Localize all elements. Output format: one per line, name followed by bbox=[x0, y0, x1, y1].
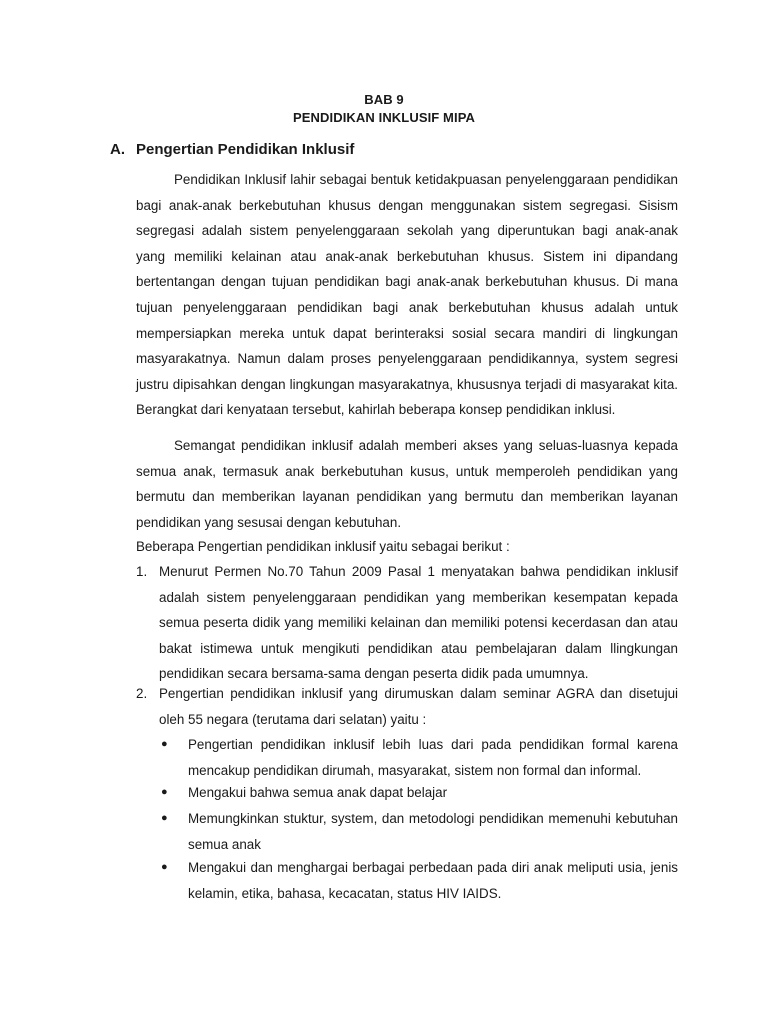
bullet-text: Pengertian pendidikan inklusif lebih luas dari pada pendidikan formal karena mencakup pendidikan dirumah, masyarakat, sistem non formal dan informal. bbox=[188, 737, 678, 778]
bullet-item bbox=[159, 855, 678, 906]
paragraph-block-2 bbox=[136, 433, 678, 535]
numbered-list-item-1 bbox=[136, 559, 678, 687]
bullet-list-item-4 bbox=[159, 855, 678, 906]
section-title: Pengertian Pendidikan Inklusif bbox=[136, 141, 355, 158]
list-item-number: 1. bbox=[136, 564, 148, 579]
bullet-icon: ● bbox=[161, 738, 168, 750]
bullet-list-item-2 bbox=[159, 780, 678, 806]
bullet-text: Memungkinkan stuktur, system, dan metodologi pendidikan memenuhi kebutuhan semua anak bbox=[188, 811, 678, 852]
section-letter: A. bbox=[110, 141, 125, 158]
bullet-icon: ● bbox=[161, 812, 168, 824]
bullet-icon: ● bbox=[161, 861, 168, 873]
bullet-item bbox=[159, 806, 678, 857]
chapter-title: PENDIDIKAN INKLUSIF MIPA bbox=[293, 110, 475, 125]
list-item-text: Pengertian pendidikan inklusif yang dirumuskan dalam seminar AGRA dan disetujui oleh 55 negara (terutama dari selatan) yaitu : bbox=[159, 686, 678, 727]
bullet-text: Mengakui dan menghargai berbagai perbedaan pada diri anak meliputi usia, jenis kelamin, etika, bahasa, kecacatan, status HIV IAIDS. bbox=[188, 860, 678, 901]
list-item bbox=[136, 681, 678, 732]
bullet-list-item-3 bbox=[159, 806, 678, 857]
paragraph-semangat: Semangat pendidikan inklusif adalah memberi akses yang seluas-luasnya kepada semua anak, termasuk anak berkebutuhan kusus, untuk memperoleh pendidikan yang bermutu dan memberikan layanan pendidikan yang bermutu dan memberikan layanan pendidikan yang sesusai dengan kebutuhan. bbox=[136, 438, 678, 530]
paragraph-block-1 bbox=[136, 167, 678, 423]
bullet-icon: ● bbox=[161, 786, 168, 798]
bullet-item bbox=[159, 780, 678, 806]
list-item bbox=[136, 559, 678, 687]
paragraph-list-intro: Beberapa Pengertian pendidikan inklusif yaitu sebagai berikut : bbox=[136, 539, 510, 554]
section-heading bbox=[110, 141, 354, 158]
bullet-list-item-1 bbox=[159, 732, 678, 783]
chapter-number: BAB 9 bbox=[364, 92, 404, 107]
list-item-text: Menurut Permen No.70 Tahun 2009 Pasal 1 menyatakan bahwa pendidikan inklusif adalah sistem penyelenggaraan pendidikan yang memberikan kesempatan kepada semua peserta didik yang memiliki kelainan dan memiliki potensi kecerdasan dan atau bakat istimewa untuk mengikuti pendidikan atau pembelajaran dalam llingkungan pendidikan secara bersama-sama dengan peserta didik pada umumnya. bbox=[159, 564, 678, 682]
paragraph-intro: Pendidikan Inklusif lahir sebagai bentuk ketidakpuasan penyelenggaraan pendidikan bagi anak-anak berkebutuhan khusus dengan menggunakan sistem segregasi. Sisism segregasi adalah sistem penyelenggaraan sekolah yang diperuntukan bagi anak-anak yang memiliki kelainan atau anak-anak berkebutuhan khusus. Sistem ini dipandang bertentangan dengan tujuan pendidikan bagi anak-anak berkebutuhan khusus. Di mana tujuan penyelenggaraan pendidikan bagi anak berkebutuhan khusus adalah untuk mempersiapkan mereka untuk dapat berinteraksi sosial secara mandiri di lingkungan masyarakatnya. Namun dalam proses penyelenggaraan pendidikannya, system segresi justru dipisahkan dengan lingkungan masyarakatnya, khususnya terjadi di masyarakat kita. Berangkat dari kenyataan tersebut, kahirlah beberapa konsep pendidikan inklusi. bbox=[136, 172, 678, 418]
paragraph-block-3 bbox=[136, 534, 678, 560]
bullet-item bbox=[159, 732, 678, 783]
numbered-list-item-2 bbox=[136, 681, 678, 732]
list-item-number: 2. bbox=[136, 686, 148, 701]
bullet-text: Mengakui bahwa semua anak dapat belajar bbox=[188, 785, 448, 800]
